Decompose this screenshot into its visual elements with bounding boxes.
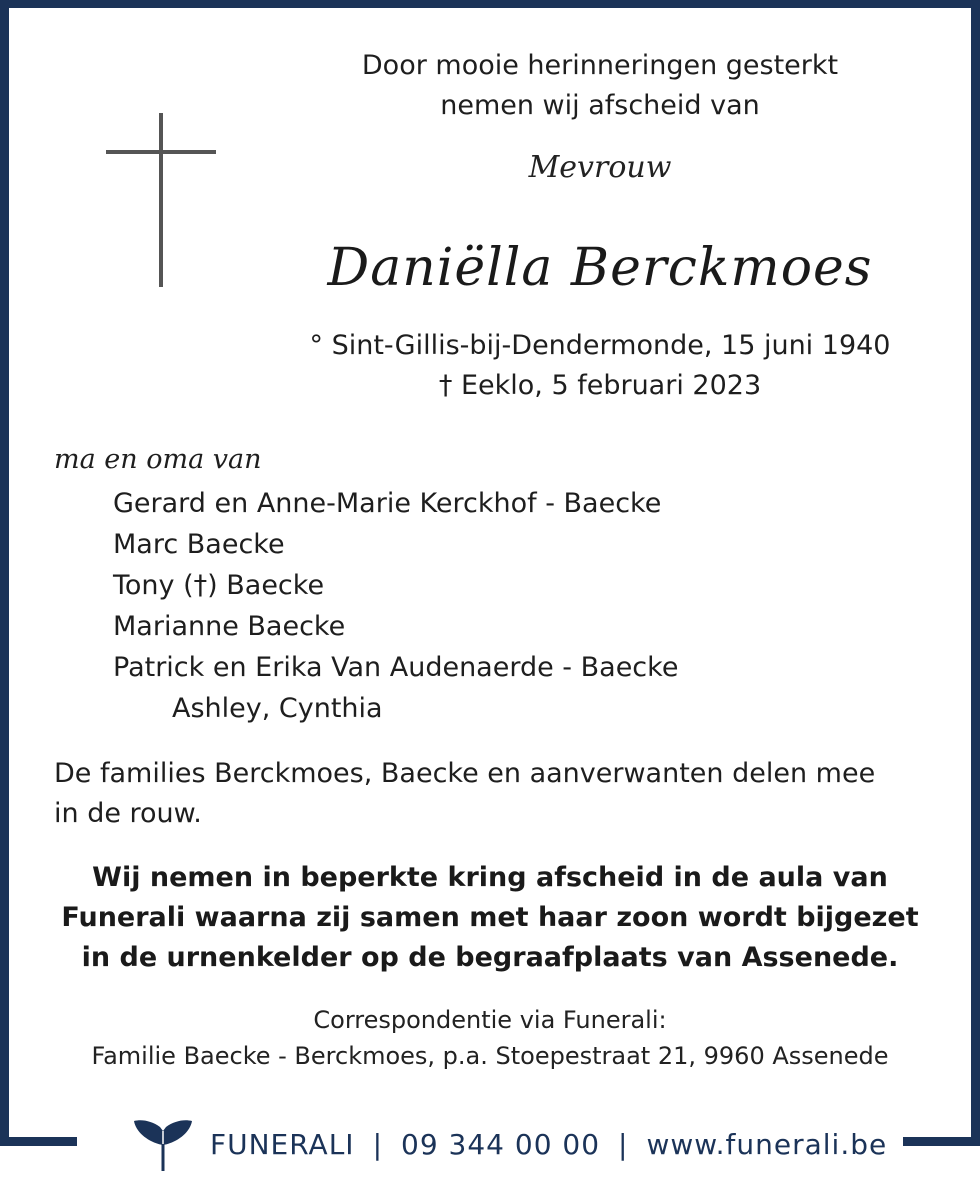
intro-line-2: nemen wij afscheid van [440, 90, 760, 121]
frame-right-border [971, 0, 980, 1146]
deceased-title: Mevrouw [528, 150, 672, 185]
families-line-2: in de rouw. [54, 798, 202, 829]
ceremony-notice [20, 858, 960, 978]
footer-separator: | [618, 1127, 629, 1161]
ginkgo-leaf-icon [130, 1113, 196, 1175]
footer [130, 1112, 887, 1176]
grandchildren-item: Ashley, Cynthia [172, 693, 383, 724]
deceased-dates [260, 326, 940, 406]
children-list [113, 483, 678, 729]
brand-name: FUNERALI [210, 1127, 355, 1161]
cross-horizontal-bar [106, 150, 216, 154]
list-item: Tony (†) Baecke [113, 570, 325, 601]
birth-line: ° Sint-Gillis-bij-Dendermonde, 15 juni 1940 [309, 330, 891, 361]
intro-text [260, 46, 940, 126]
list-item: Marc Baecke [113, 529, 285, 560]
ceremony-line-2: Funerali waarna zij samen met haar zoon wordt bijgezet [61, 902, 919, 933]
correspondence-line-1: Correspondentie via Funerali: [313, 1006, 667, 1034]
frame-bottom-right-border [903, 1137, 980, 1146]
families-line-1: De families Berckmoes, Baecke en aanverwanten delen mee [54, 758, 876, 789]
intro-line-1: Door mooie herinneringen gesterkt [361, 50, 839, 81]
correspondence-address: Familie Baecke - Berckmoes, p.a. Stoepestraat 21, 9960 Assenede [91, 1042, 889, 1070]
ceremony-line-3: in de urnenkelder op de begraafplaats van Assenede. [81, 942, 899, 973]
frame-left-border [0, 0, 9, 1146]
list-item: Marianne Baecke [113, 611, 346, 642]
frame-top-border [0, 0, 980, 8]
correspondence-block [20, 1002, 960, 1074]
deceased-name: Daniëlla Berckmoes [327, 238, 873, 298]
cross-vertical-bar [159, 113, 163, 287]
footer-contact [210, 1128, 887, 1161]
families-notice [54, 754, 934, 834]
relation-label: ma en oma van [54, 444, 262, 475]
phone-number[interactable]: 09 344 00 00 [401, 1127, 601, 1161]
frame-bottom-left-border [0, 1137, 77, 1146]
footer-separator: | [372, 1127, 384, 1161]
website-link[interactable]: www.funerali.be [646, 1127, 888, 1161]
death-line: † Eeklo, 5 februari 2023 [438, 370, 762, 401]
list-item: Gerard en Anne-Marie Kerckhof - Baecke [113, 488, 662, 519]
ceremony-line-1: Wij nemen in beperkte kring afscheid in de aula van [92, 862, 888, 893]
list-item: Patrick en Erika Van Audenaerde - Baecke [113, 652, 679, 683]
